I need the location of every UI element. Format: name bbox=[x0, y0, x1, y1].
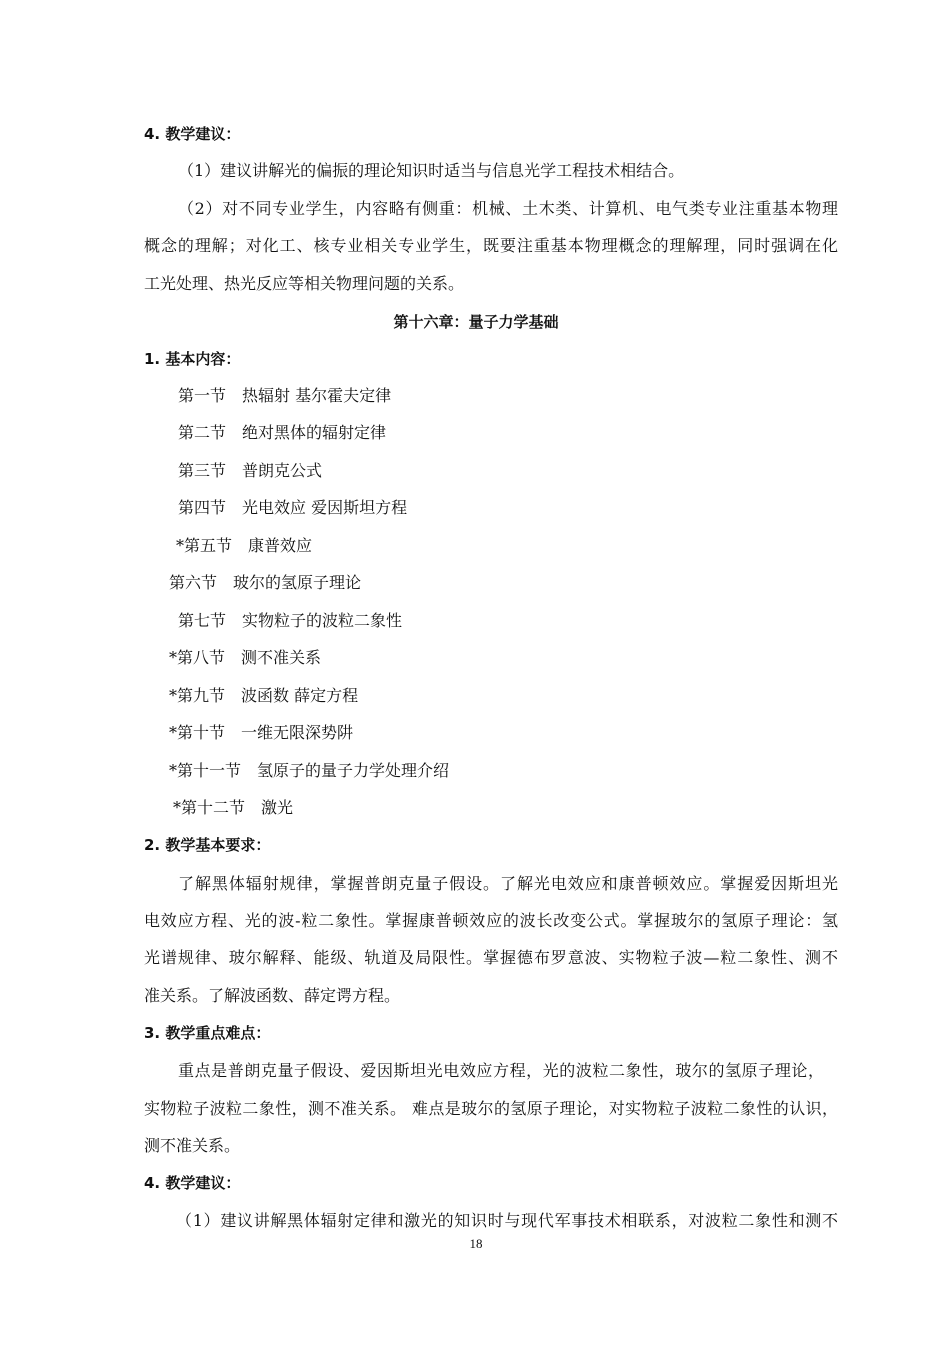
suggestions-heading: 4. 教学建议： bbox=[144, 1174, 241, 1192]
prev-suggestion-1: （1）建议讲解光的偏振的理论知识时适当与信息光学工程技术相结合。 bbox=[178, 161, 685, 180]
requirements-line: 了解黑体辐射规律，掌握普朗克量子假设。了解光电效应和康普顿效应。掌握爱因斯坦光 bbox=[178, 874, 838, 893]
requirements-line: 电效应方程、光的波-粒二象性。掌握康普顿效应的波长改变公式。掌握玻尔的氢原子理论：氢 bbox=[144, 911, 838, 930]
prev-suggestion-2-line-1: （2）对不同专业学生，内容略有侧重：机械、土木类、计算机、电气类专业注重基本物理 bbox=[178, 199, 838, 218]
prev-suggestion-2-line-2: 概念的理解；对化工、核专业相关专业学生，既要注重基本物理概念的理解理，同时强调在化 bbox=[144, 236, 838, 255]
section-item: 第二节 绝对黑体的辐射定律 bbox=[178, 423, 387, 442]
section-item: 第六节 玻尔的氢原子理论 bbox=[169, 573, 362, 592]
suggestions-line: （1）建议讲解黑体辐射定律和激光的知识时与现代军事技术相联系，对波粒二象性和测不 bbox=[176, 1211, 838, 1230]
requirements-line: 光谱规律、玻尔解释、能级、轨道及局限性。掌握德布罗意波、实物粒子波—粒二象性、测不 bbox=[144, 948, 838, 967]
section-item: *第十一节 氢原子的量子力学处理介绍 bbox=[169, 761, 450, 780]
section-item: 第七节 实物粒子的波粒二象性 bbox=[178, 611, 403, 630]
section-item: 第一节 热辐射 基尔霍夫定律 bbox=[178, 386, 392, 405]
basic-content-heading: 1. 基本内容： bbox=[144, 350, 241, 368]
section-item: 第四节 光电效应 爱因斯坦方程 bbox=[178, 498, 408, 517]
key-points-heading: 3. 教学重点难点： bbox=[144, 1024, 271, 1042]
prev-suggestions-heading: 4. 教学建议： bbox=[144, 125, 241, 143]
section-item: *第八节 测不准关系 bbox=[169, 648, 322, 667]
section-item: *第九节 波函数 薛定方程 bbox=[169, 686, 359, 705]
key-points-line: 测不准关系。 bbox=[144, 1136, 241, 1155]
prev-suggestion-2-line-3: 工光处理、热光反应等相关物理问题的关系。 bbox=[144, 274, 465, 293]
section-item: *第五节 康普效应 bbox=[176, 536, 313, 555]
key-points-line: 重点是普朗克量子假设、爱因斯坦光电效应方程，光的波粒二象性，玻尔的氢原子理论， bbox=[178, 1061, 824, 1080]
key-points-line: 实物粒子波粒二象性，测不准关系。 难点是玻尔的氢原子理论，对实物粒子波粒二象性的认识， bbox=[144, 1099, 838, 1118]
requirements-line: 准关系。了解波函数、薛定谔方程。 bbox=[144, 986, 401, 1005]
section-item: 第三节 普朗克公式 bbox=[178, 461, 323, 480]
section-item: *第十二节 激光 bbox=[173, 798, 294, 817]
page-number: 18 bbox=[469, 1236, 483, 1251]
section-item: *第十节 一维无限深势阱 bbox=[169, 723, 354, 742]
requirements-heading: 2. 教学基本要求： bbox=[144, 836, 271, 854]
chapter-title: 第十六章：量子力学基础 bbox=[393, 313, 559, 331]
